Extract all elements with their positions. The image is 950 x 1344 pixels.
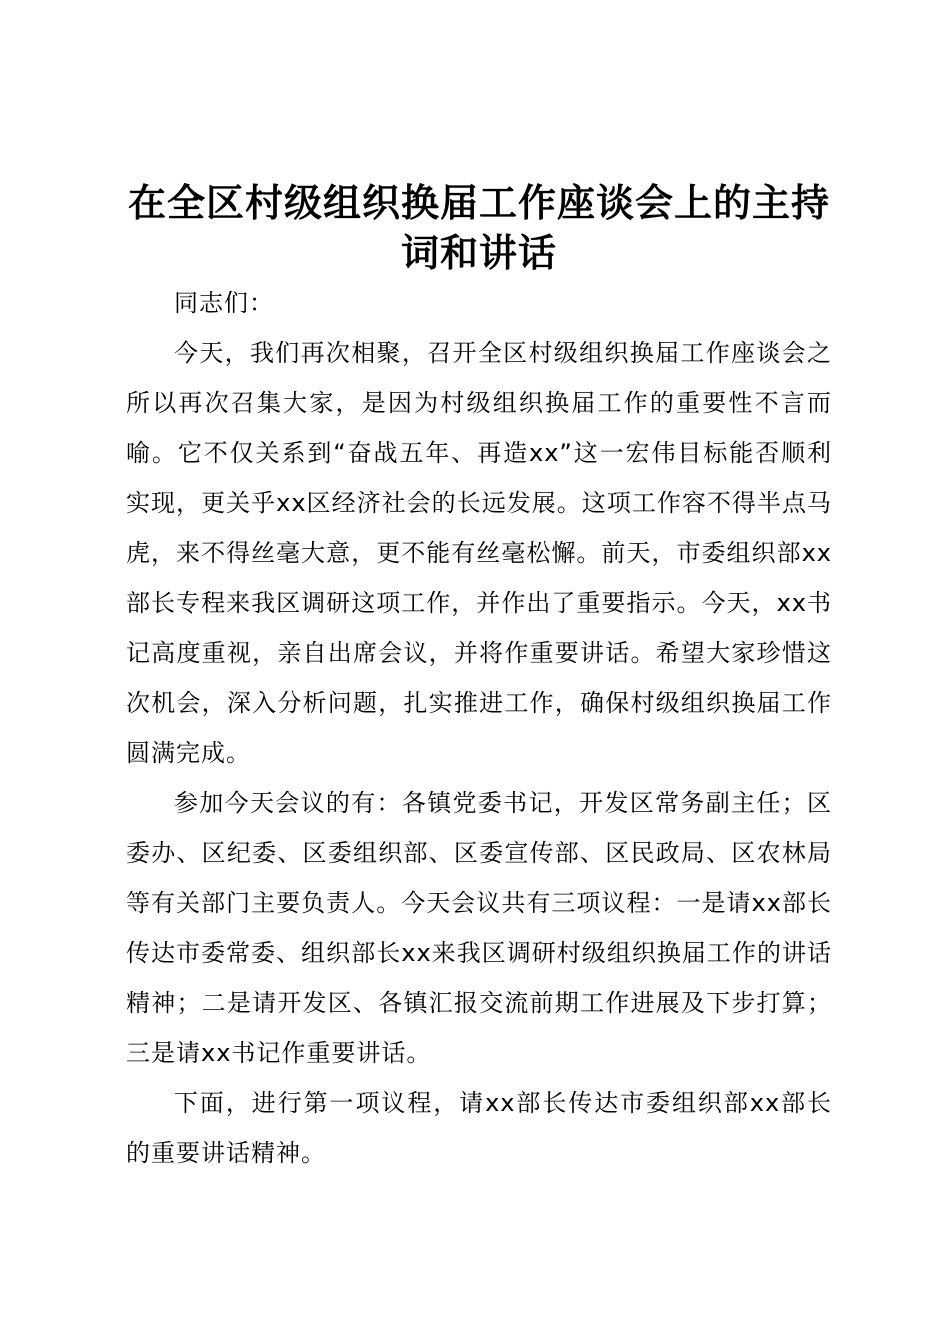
document-page (126, 178, 832, 1178)
document-title: 在全区村级组织换届工作座谈会上的主持词和讲话 (127, 180, 830, 275)
body-paragraph-agenda-first: 下面，进行第一项议程，请xx部长传达市委组织部xx部长的重要讲话精神。 (126, 1089, 832, 1167)
body-paragraph-opening: 今天，我们再次相聚，召开全区村级组织换届工作座谈会之所以再次召集大家，是因为村级组织换届工作的重要性不言而喻。它不仅关系到“奋战五年、再造xx”这一宏伟目标能否顺利实现，更关乎xx区经济社会的长远发展。这项工作容不得半点马虎，来不得丝毫大意，更不能有丝毫松懈。前天，市委组织部xx部长专程来我区调研这项工作，并作出了重要指示。今天，xx书记高度重视，亲自出席会议，并将作重要讲话。希望大家珍惜这次机会，深入分析问题，扎实推进工作，确保村级组织换届工作圆满完成。 (126, 339, 832, 767)
body-paragraph-attendees: 参加今天会议的有：各镇党委书记，开发区常务副主任；区委办、区纪委、区委组织部、区委宣传部、区民政局、区农林局等有关部门主要负责人。今天会议共有三项议程：一是请xx部长传达市委常委、组织部长xx来我区调研村级组织换届工作的讲话精神；二是请开发区、各镇汇报交流前期工作进展及下步打算；三是请xx书记作重要讲话。 (126, 789, 832, 1067)
salutation-paragraph: 同志们： (174, 289, 274, 317)
